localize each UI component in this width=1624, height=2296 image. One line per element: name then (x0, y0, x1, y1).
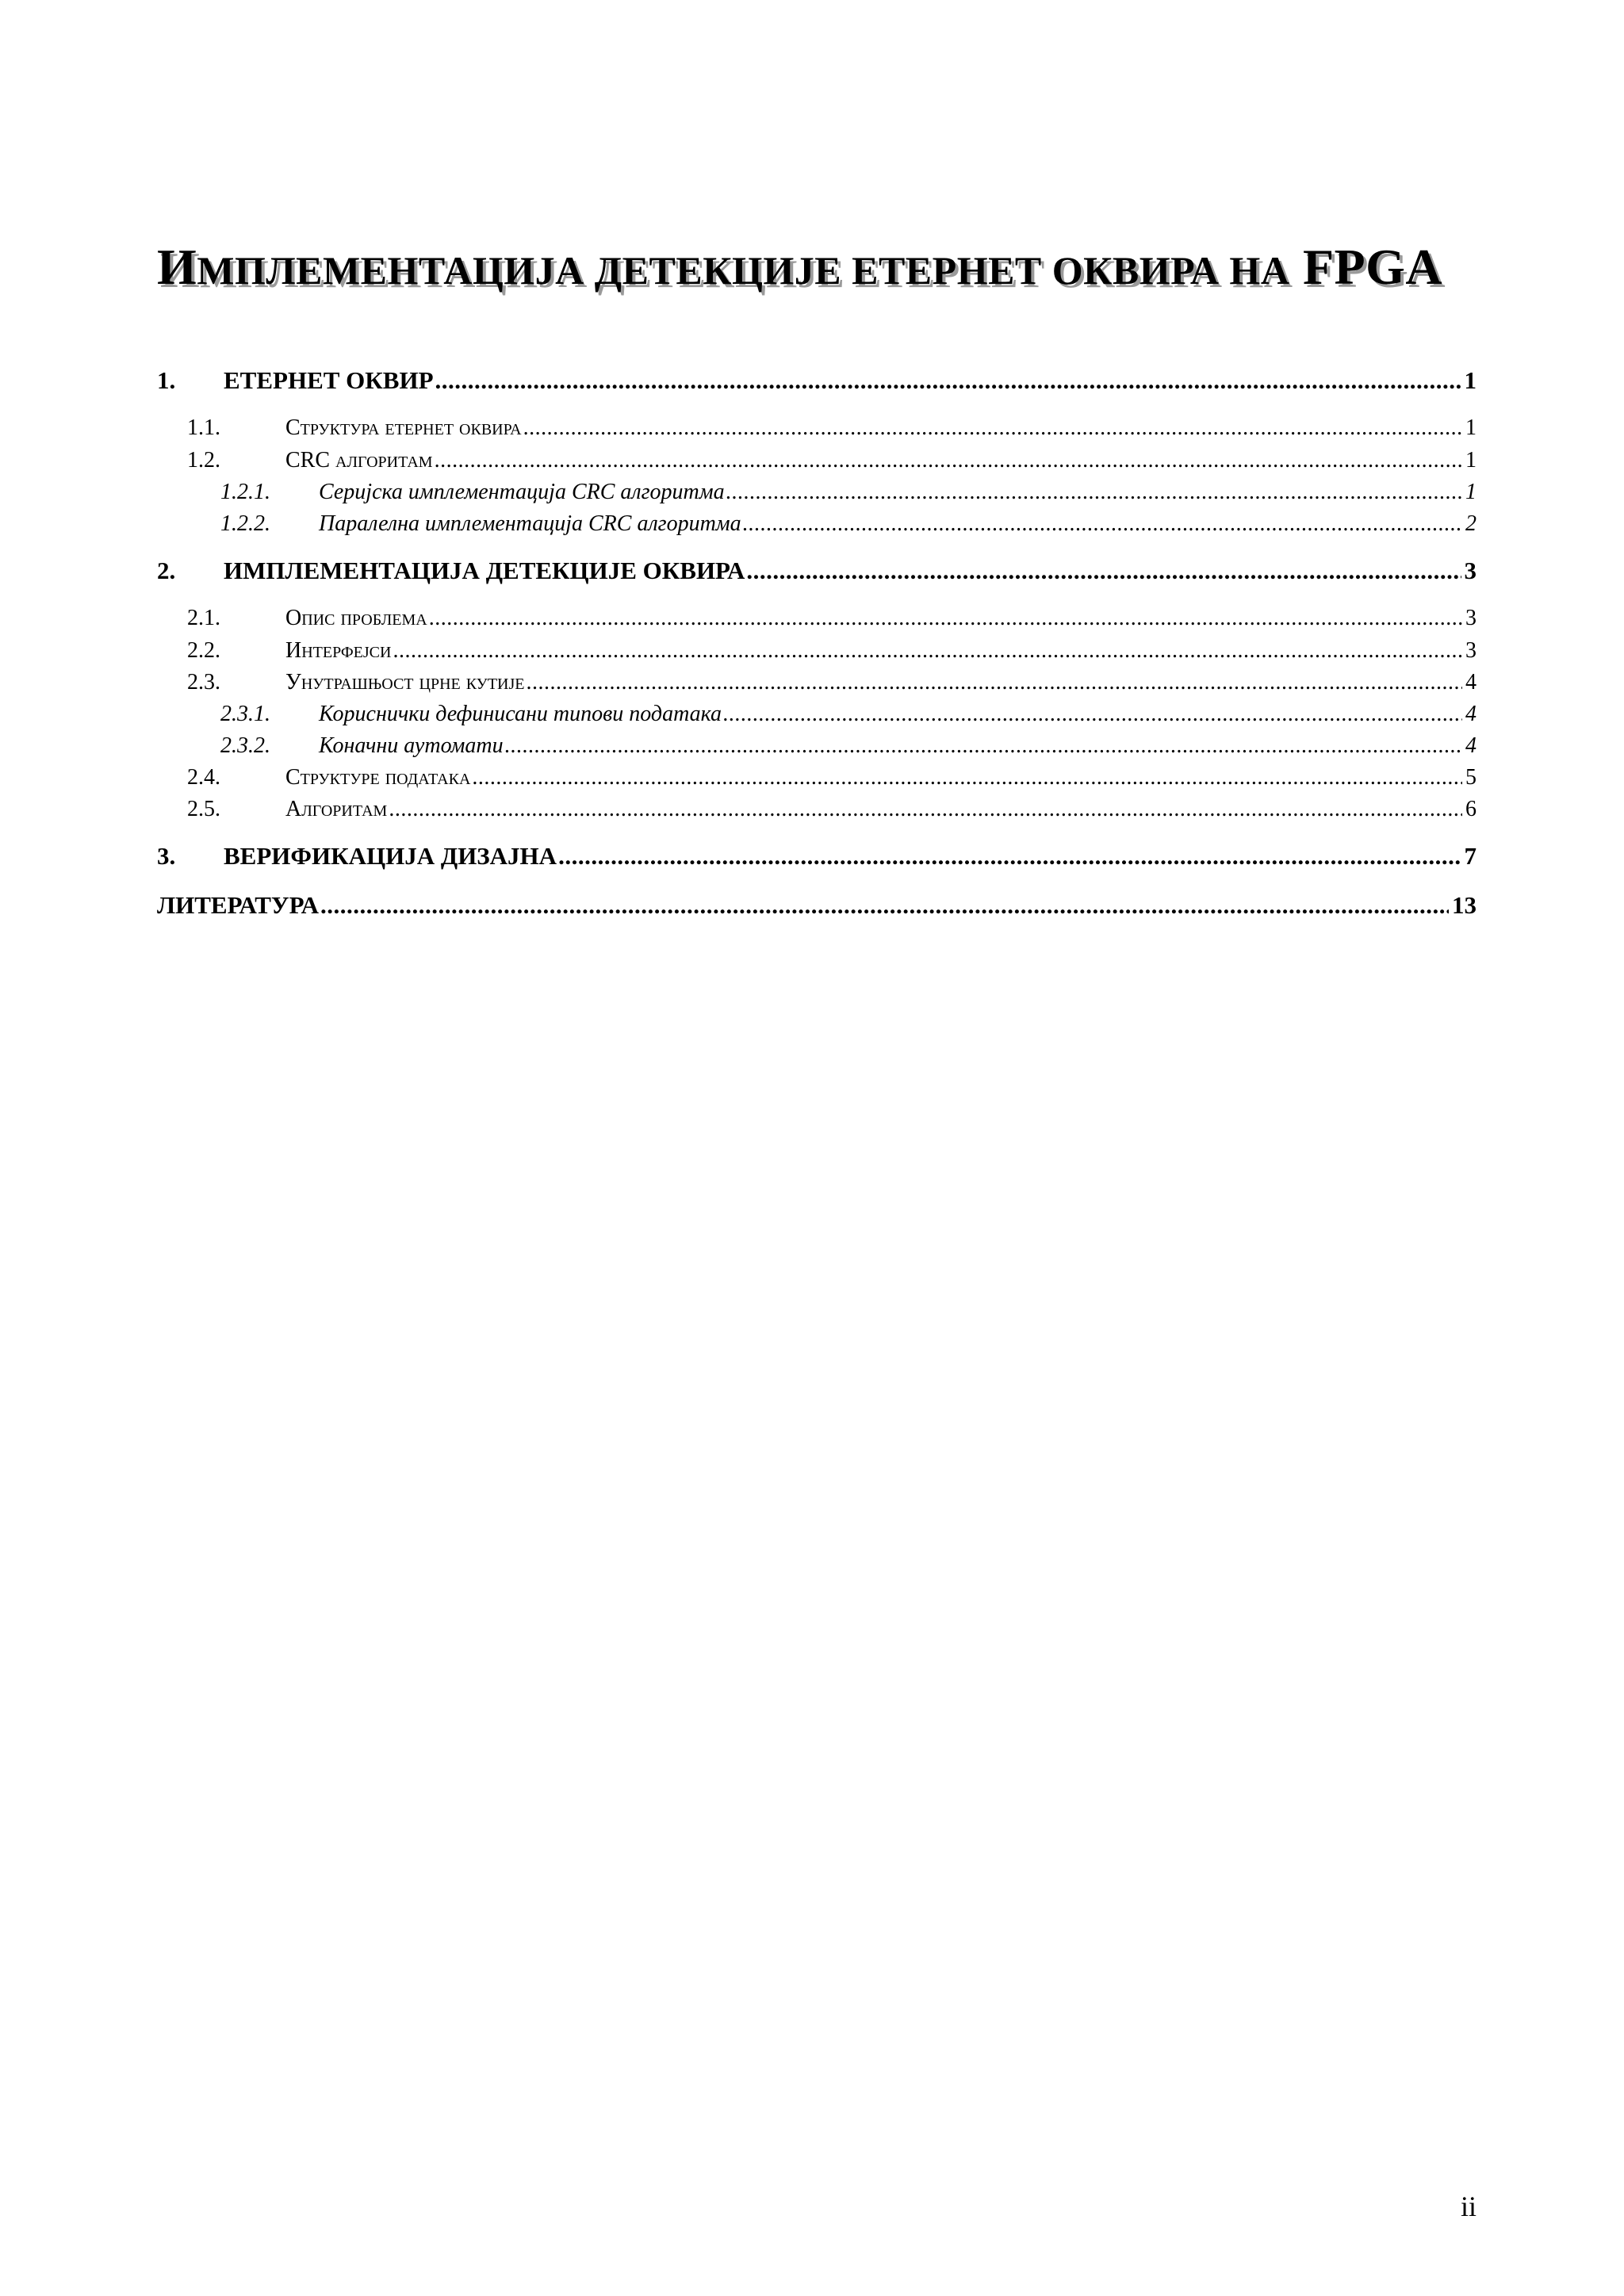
toc-entry[interactable]: 1. ЕТЕРНЕТ ОКВИР ..... 1 (157, 366, 1477, 395)
toc-entry[interactable]: 2.3.2. Коначни аутомати ..... 4 (157, 733, 1477, 759)
toc-entry[interactable]: 2.3.1. Кориснички дефинисани типови података ..... 4 (157, 702, 1477, 727)
dot-leader (505, 733, 1462, 759)
toc-entry[interactable]: 2.1. Опис проблема ..... 3 (157, 606, 1477, 631)
dot-leader (429, 606, 1462, 631)
dot-leader (527, 670, 1463, 695)
dot-leader (393, 638, 1462, 664)
dot-leader (743, 511, 1462, 537)
dot-leader (435, 366, 1461, 395)
dot-leader (723, 702, 1462, 727)
toc-entry[interactable]: 2.3. Унутрашњост црне кутије ..... 4 (157, 670, 1477, 695)
dot-leader (472, 765, 1462, 790)
toc-entry[interactable]: 3. ВЕРИФИКАЦИЈА ДИЗАЈНА ..... 7 (157, 842, 1477, 871)
toc-entry[interactable]: 2.2. Интерфејси ..... 3 (157, 638, 1477, 664)
dot-leader (746, 557, 1461, 585)
dot-leader (435, 448, 1462, 473)
toc-entry[interactable]: 1.2.2. Паралелна имплементација CRC алгоритма ..... 2 (157, 511, 1477, 537)
toc-entry[interactable]: 2.4. Структуре података ..... 5 (157, 765, 1477, 790)
toc-entry[interactable]: 2.5. Алгоритам ..... 6 (157, 797, 1477, 822)
dot-leader (558, 842, 1461, 871)
dot-leader (389, 797, 1462, 822)
toc-entry[interactable]: 1.2. CRC алгоритам ..... 1 (157, 448, 1477, 473)
dot-leader (523, 415, 1462, 441)
toc-entry[interactable]: 1.2.1. Серијска имплементација CRC алгоритма ..... 1 (157, 480, 1477, 505)
toc-entry[interactable]: 1.1. Структура етернет оквира ..... 1 (157, 415, 1477, 441)
toc-entry[interactable]: 2. ИМПЛЕМЕНТАЦИЈА ДЕТЕКЦИЈЕ ОКВИРА ..... 3 (157, 557, 1477, 585)
toc-entry[interactable]: ЛИТЕРАТУРА ..... 13 (157, 891, 1477, 920)
document-title: ИМПЛЕМЕНТАЦИЈА ДЕТЕКЦИЈЕ ЕТЕРНЕТ ОКВИРА НА FPGA (157, 239, 1443, 295)
dot-leader (320, 891, 1449, 920)
dot-leader (726, 480, 1462, 505)
page-number: ii (1460, 2191, 1477, 2222)
